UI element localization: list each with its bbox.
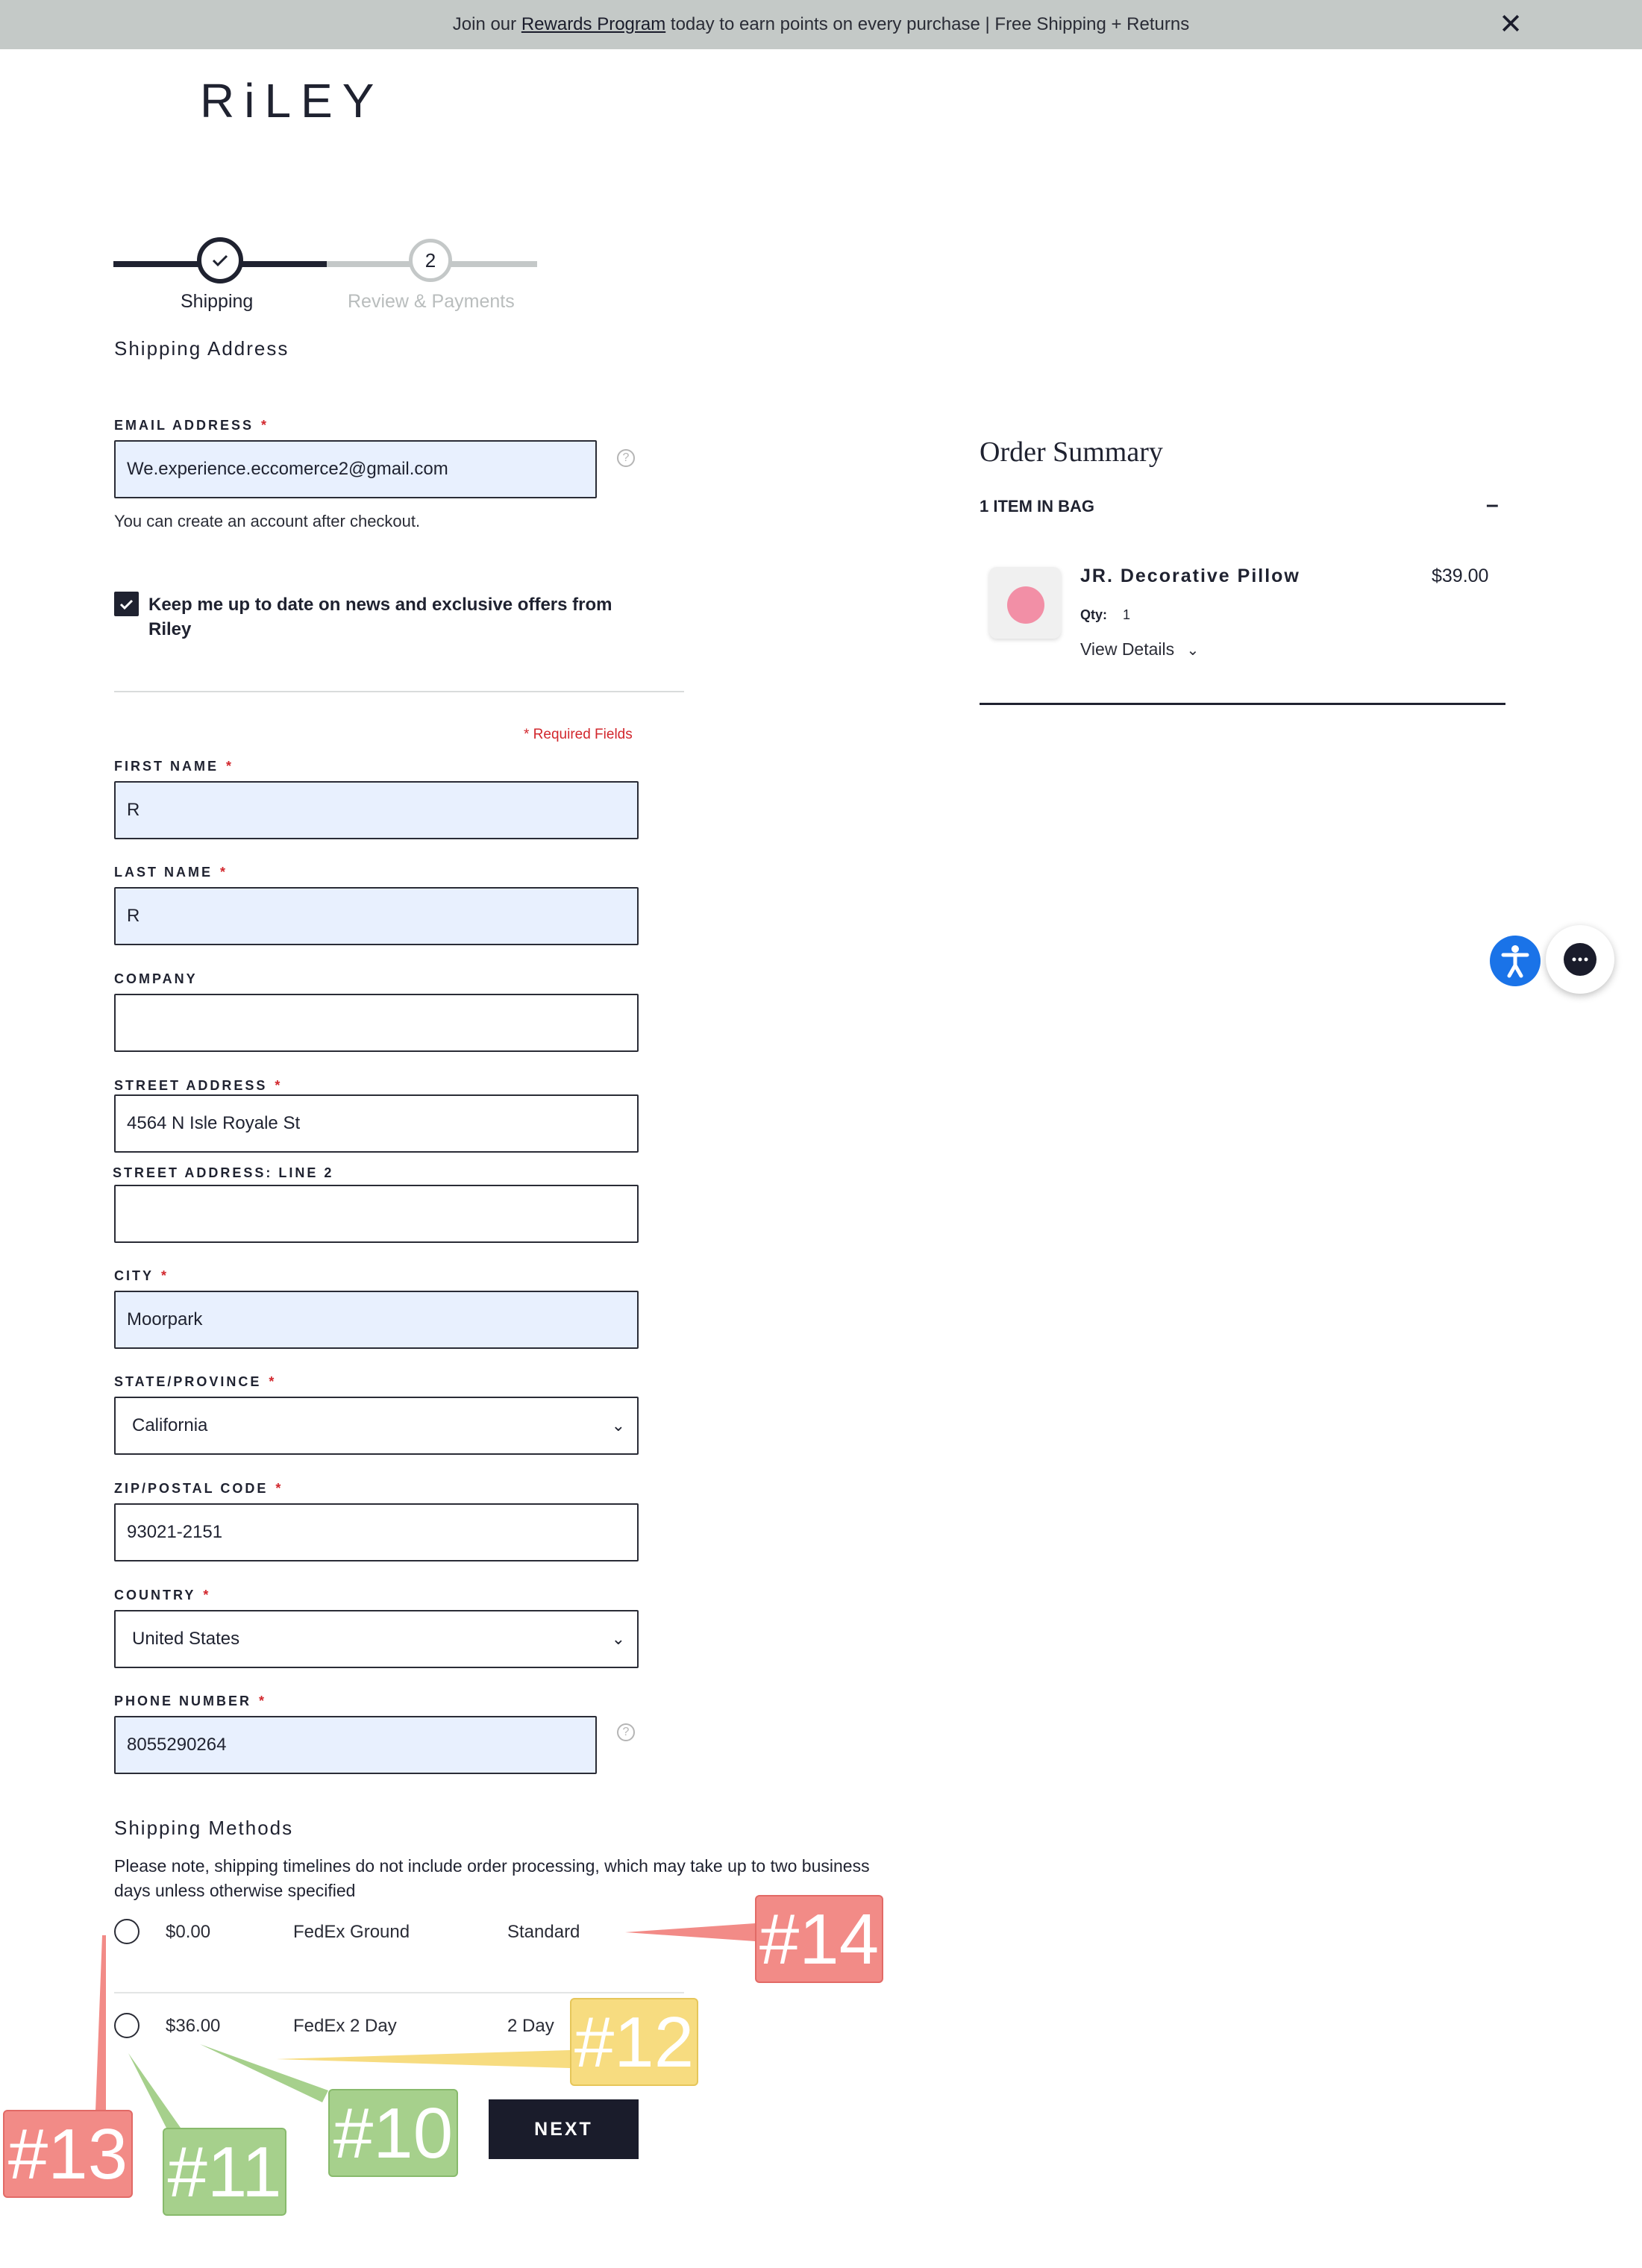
banner-text-before: Join our [452, 14, 517, 34]
annotation-connector-13 [95, 1935, 106, 2111]
step-review-label: Review & Payments [348, 291, 515, 312]
shipping-price-ground: $0.00 [166, 1922, 211, 1942]
shipping-methods-note: Please note, shipping timelines do not include order processing, which may take up to two business days unless otherwise specified [114, 1856, 870, 1900]
shipping-speed-2day: 2 Day [507, 2016, 554, 2036]
shipping-price-2day: $36.00 [166, 2016, 221, 2036]
email-note: You can create an account after checkout. [114, 512, 421, 530]
first-name-input[interactable]: R [114, 781, 639, 839]
annotation-tag-11: #11 [163, 2128, 286, 2216]
annotation-connector-11 [128, 2053, 181, 2135]
street-address-input[interactable]: 4564 N Isle Royale St [114, 1094, 639, 1153]
shipping-methods-title: Shipping Methods [114, 1817, 294, 1839]
email-label: EMAIL ADDRESS * [114, 418, 269, 433]
rewards-program-link[interactable]: Rewards Program [521, 14, 666, 34]
annotation-connector-14 [625, 1923, 755, 1941]
first-name-label: FIRST NAME * [114, 759, 234, 774]
step-shipping-label: Shipping [181, 291, 254, 312]
close-icon[interactable]: ✕ [1499, 9, 1523, 40]
product-name[interactable]: JR. Decorative Pillow [1080, 566, 1300, 586]
annotation-tag-10: #10 [328, 2089, 458, 2177]
country-label: COUNTRY * [114, 1588, 211, 1603]
chevron-down-icon: ⌄ [1186, 642, 1200, 659]
product-price: $39.00 [1432, 566, 1489, 586]
items-in-bag[interactable]: 1 ITEM IN BAG [980, 497, 1095, 516]
shipping-address-title: Shipping Address [114, 337, 289, 360]
email-help-icon[interactable]: ? [617, 449, 635, 467]
zip-input[interactable]: 93021-2151 [114, 1503, 639, 1561]
phone-input[interactable]: 8055290264 [114, 1716, 597, 1774]
state-select-value: California [132, 1415, 208, 1435]
country-select-value: United States [132, 1629, 240, 1649]
phone-help-icon[interactable]: ? [617, 1723, 635, 1741]
annotation-tag-12: #12 [570, 1998, 698, 2086]
city-label: CITY * [114, 1268, 169, 1283]
shipping-carrier-ground: FedEx Ground [293, 1922, 410, 1942]
email-input[interactable]: We.experience.eccomerce2@gmail.com [114, 440, 597, 498]
shipping-speed-ground: Standard [507, 1922, 580, 1942]
company-label: COMPANY [114, 971, 198, 986]
chevron-down-icon: ⌄ [611, 1629, 625, 1648]
city-input[interactable]: Moorpark [114, 1291, 639, 1349]
annotation-connector-10 [200, 2044, 328, 2102]
street-address-label: STREET ADDRESS * [114, 1078, 283, 1093]
shipping-carrier-2day: FedEx 2 Day [293, 2016, 397, 2036]
state-label: STATE/PROVINCE * [114, 1374, 277, 1389]
next-button[interactable]: NEXT [489, 2099, 639, 2159]
zip-label: ZIP/POSTAL CODE * [114, 1481, 283, 1496]
qty-label: Qty: [1080, 607, 1107, 622]
annotation-tag-14: #14 [755, 1895, 883, 1983]
annotation-tag-13: #13 [3, 2110, 133, 2198]
last-name-input[interactable]: R [114, 887, 639, 945]
collapse-icon[interactable]: – [1486, 492, 1499, 517]
street-address-line2-label: STREET ADDRESS: LINE 2 [113, 1165, 334, 1180]
annotation-connector-12 [276, 2050, 570, 2068]
view-details-toggle[interactable]: View Details ⌄ [1080, 639, 1200, 659]
phone-label: PHONE NUMBER * [114, 1694, 267, 1708]
qty-value: 1 [1123, 607, 1131, 622]
last-name-label: LAST NAME * [114, 865, 228, 880]
chevron-down-icon: ⌄ [611, 1416, 625, 1435]
required-fields-note: * Required Fields [524, 727, 633, 742]
banner-text-after: today to earn points on every purchase | Free Shipping + Returns [670, 14, 1190, 34]
step-review-number: 2 [409, 239, 452, 282]
newsletter-text: Keep me up to date on news and exclusive offers from Riley [148, 595, 612, 639]
logo[interactable]: RiLEY [200, 74, 384, 128]
order-summary-title: Order Summary [980, 436, 1163, 468]
